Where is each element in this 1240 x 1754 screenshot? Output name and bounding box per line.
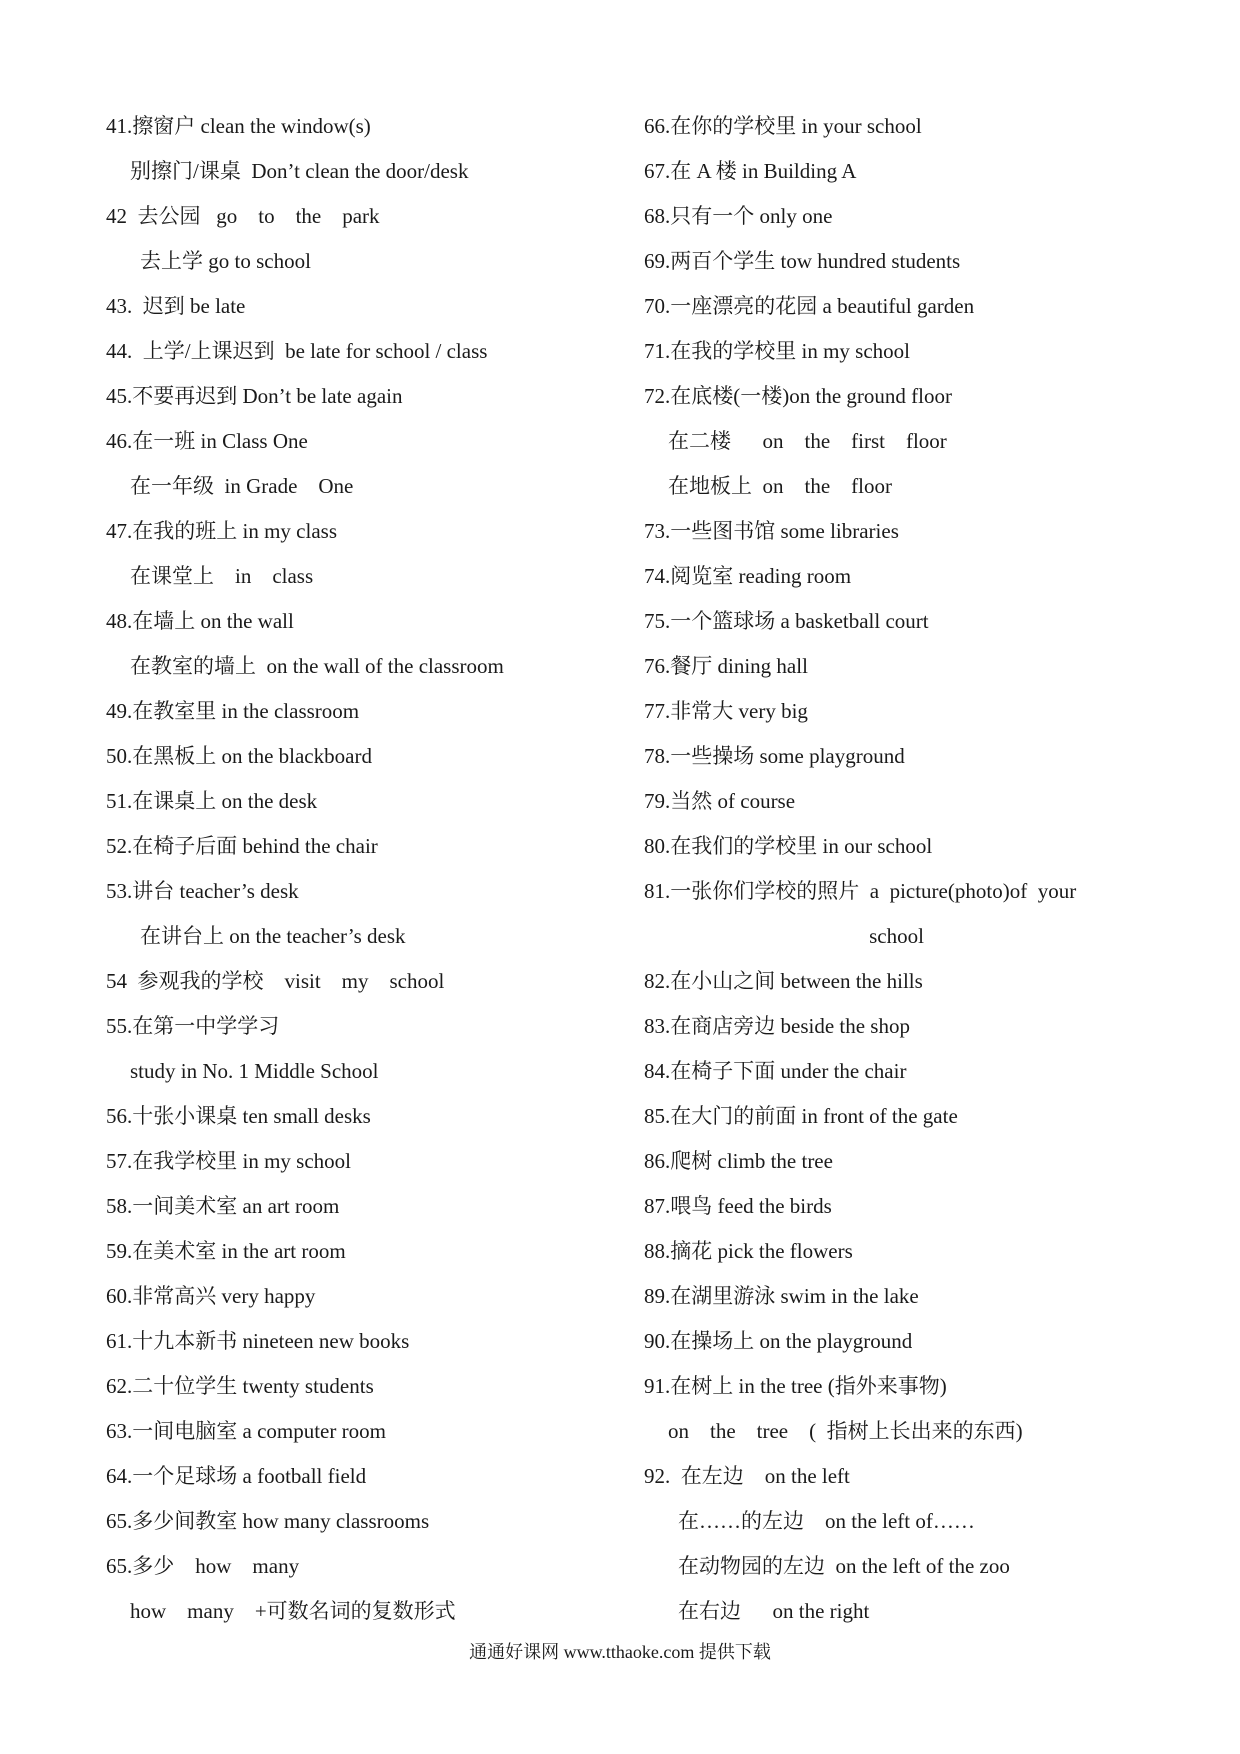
list-item: 89.在湖里游泳 swim in the lake [644,1284,919,1308]
list-item: 60.非常高兴 very happy [106,1284,316,1308]
list-item: 别擦门/课桌 Don’t clean the door/desk [130,159,469,183]
list-item: 在右边 on the right [678,1599,870,1623]
list-item: 72.在底楼(一楼)on the ground floor [644,384,952,408]
list-item: 58.一间美术室 an art room [106,1194,340,1218]
list-item: 45.不要再迟到 Don’t be late again [106,384,403,408]
list-item: 50.在黑板上 on the blackboard [106,744,372,768]
list-item: 82.在小山之间 between the hills [644,969,923,993]
list-item: 在一年级 in Grade One [130,474,354,498]
list-item: school [869,924,924,948]
list-item: 43. 迟到 be late [106,294,246,318]
list-item: 86.爬树 climb the tree [644,1149,833,1173]
list-item: 46.在一班 in Class One [106,429,308,453]
list-item: 65.多少 how many [106,1554,300,1578]
list-item: 在教室的墙上 on the wall of the classroom [130,654,504,678]
list-item: 59.在美术室 in the art room [106,1239,346,1263]
list-item: 41.擦窗户 clean the window(s) [106,114,371,138]
list-item: 55.在第一中学学习 [106,1014,280,1038]
list-item: 在二楼 on the first floor [668,429,947,453]
list-item: 81.一张你们学校的照片 a picture(photo)of your [644,879,1077,903]
list-item: on the tree ( 指树上长出来的东西) [668,1419,1023,1443]
list-item: study in No. 1 Middle School [130,1059,379,1083]
list-item: 在课堂上 in class [130,564,314,588]
list-item: 88.摘花 pick the flowers [644,1239,853,1263]
list-item: 49.在教室里 in the classroom [106,699,360,723]
list-item: 51.在课桌上 on the desk [106,789,318,813]
page-footer: 通通好课网 www.tthaoke.com 提供下载 [469,1642,771,1662]
list-item: 74.阅览室 reading room [644,564,852,588]
list-item: how many +可数名词的复数形式 [130,1599,456,1623]
list-item: 87.喂鸟 feed the birds [644,1194,832,1218]
list-item: 73.一些图书馆 some libraries [644,519,899,543]
list-item: 67.在 A 楼 in Building A [644,159,857,183]
list-item: 去上学 go to school [140,249,311,273]
list-item: 80.在我们的学校里 in our school [644,834,933,858]
list-item: 57.在我学校里 in my school [106,1149,351,1173]
list-item: 53.讲台 teacher’s desk [106,879,299,903]
list-item: 69.两百个学生 tow hundred students [644,249,961,273]
list-item: 83.在商店旁边 beside the shop [644,1014,910,1038]
list-item: 84.在椅子下面 under the chair [644,1059,907,1083]
list-item: 61.十九本新书 nineteen new books [106,1329,410,1353]
list-item: 48.在墙上 on the wall [106,609,294,633]
list-item: 42 去公园 go to the park [106,204,380,228]
list-item: 65.多少间教室 how many classrooms [106,1509,430,1533]
list-item: 54 参观我的学校 visit my school [106,969,445,993]
list-item: 78.一些操场 some playground [644,744,905,768]
right-column [644,108,1149,1638]
list-item: 在……的左边 on the left of…… [678,1509,975,1533]
list-item: 52.在椅子后面 behind the chair [106,834,378,858]
list-item: 75.一个篮球场 a basketball court [644,609,929,633]
left-column [106,108,626,1638]
list-item: 62.二十位学生 twenty students [106,1374,374,1398]
list-item: 92. 在左边 on the left [644,1464,850,1488]
list-item: 66.在你的学校里 in your school [644,114,922,138]
list-item: 在讲台上 on the teacher’s desk [140,924,406,948]
list-item: 76.餐厅 dining hall [644,654,808,678]
list-item: 64.一个足球场 a football field [106,1464,367,1488]
list-item: 77.非常大 very big [644,699,808,723]
list-item: 在动物园的左边 on the left of the zoo [678,1554,1010,1578]
list-item: 在地板上 on the floor [668,474,892,498]
list-item: 71.在我的学校里 in my school [644,339,910,363]
list-item: 63.一间电脑室 a computer room [106,1419,386,1443]
list-item: 85.在大门的前面 in front of the gate [644,1104,958,1128]
list-item: 56.十张小课桌 ten small desks [106,1104,371,1128]
list-item: 79.当然 of course [644,789,796,813]
list-item: 91.在树上 in the tree (指外来事物) [644,1374,947,1398]
list-item: 90.在操场上 on the playground [644,1329,913,1353]
list-item: 47.在我的班上 in my class [106,519,337,543]
list-item: 68.只有一个 only one [644,204,833,228]
list-item: 44. 上学/上课迟到 be late for school / class [106,339,488,363]
list-item: 70.一座漂亮的花园 a beautiful garden [644,294,975,318]
